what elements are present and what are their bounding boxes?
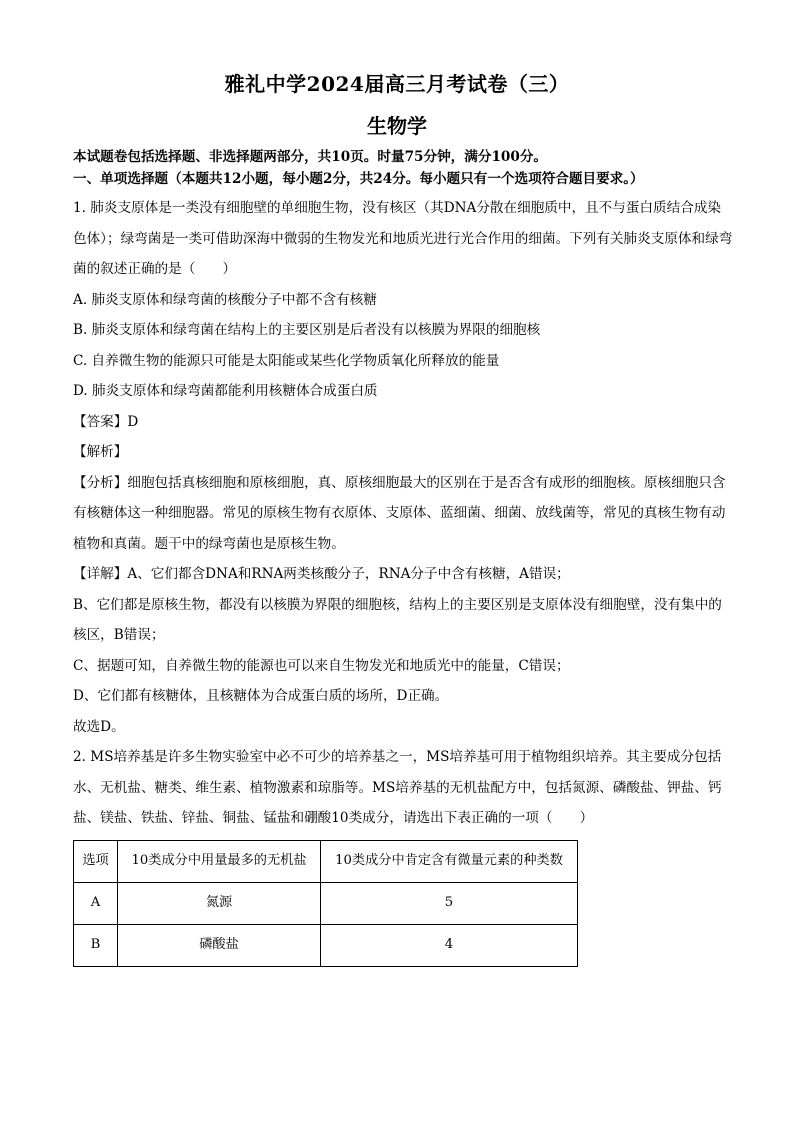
table-header: 10类成分中肯定含有微量元素的种类数 [321,840,578,882]
exam-content [73,146,733,967]
options-table [73,840,578,967]
detail-a: 【详解】A、它们都含DNA和RNA两类核酸分子，RNA分子中含有核糖，A错误； [73,566,570,582]
table-cell: B [74,924,118,966]
conclusion: 故选D。 [73,718,125,735]
detail-c: C、据题可知，自养微生物的能源也可以来自生物发光和地质光中的能量，C错误； [73,657,570,674]
section-heading: 一、单项选择题（本题共12小题，每小题2分，共24分。每小题只有一个选项符合题目要求。） [73,171,644,187]
analysis-label: 【解析】 [73,444,128,460]
exam-title: 雅礼中学2024届高三月考试卷（三） [224,72,570,96]
answer-line: 【答案】D [73,413,139,430]
table-cell: A [74,882,118,924]
table-header-row [74,840,578,882]
table-cell: 氮源 [118,882,321,924]
option-b: B. 肺炎支原体和绿弯菌在结构上的主要区别是后者没有以核膜为界限的细胞核 [73,322,541,338]
detail-d: D、它们都有核糖体，且核糖体为合成蛋白质的场所，D正确。 [73,688,449,704]
question-2 [73,742,733,967]
exam-intro: 本试题卷包括选择题、非选择题两部分，共10页。时量75分钟，满分100分。 [73,149,548,165]
table-cell: 磷酸盐 [118,924,321,966]
option-a: A. 肺炎支原体和绿弯菌的核酸分子中都不含有核糖 [73,291,377,308]
table-row [74,924,578,966]
table-cell: 5 [321,882,578,924]
table-cell: 4 [321,924,578,966]
table-header: 10类成分中用量最多的无机盐 [118,840,321,882]
detail-b: B、它们都是原核生物，都没有以核膜为界限的细胞核，结构上的主要区别是支原体没有细胞壁，没有集中的核区，B错误； [73,596,722,643]
table-row [74,882,578,924]
question-1 [73,193,733,742]
option-c: C. 自养微生物的能源只可能是太阳能或某些化学物质氧化所释放的能量 [73,352,500,369]
analysis-text: 【分析】细胞包括真核细胞和原核细胞，真、原核细胞最大的区别在于是否含有成形的细胞核。原核细胞只含有核糖体这一种细胞器。常见的原核生物有衣原体、支原体、蓝细菌、细菌、放线菌等，常见的真核生物有动植物和真菌。题干中的绿弯菌也是原核生物。 [73,474,726,552]
subject-title: 生物学 [367,114,427,138]
table-header: 选项 [74,840,118,882]
option-d: D. 肺炎支原体和绿弯菌都能利用核糖体合成蛋白质 [73,383,378,399]
question-stem: 1. 肺炎支原体是一类没有细胞壁的单细胞生物，没有核区（其DNA分散在细胞质中，且不与蛋白质结合成染色体）；绿弯菌是一类可借助深海中微弱的生物发光和地质光进行光合作用的细菌。下列有关肺炎支原体和绿弯菌的叙述正确的是（ ） [73,200,733,277]
question-stem: 2. MS培养基是许多生物实验室中必不可少的培养基之一，MS培养基可用于植物组织培养。其主要成分包括水、无机盐、糖类、维生素、植物激素和琼脂等。MS培养基的无机盐配方中，包括氮源、磷酸盐、钾盐、钙盐、镁盐、铁盐、锌盐、铜盐、锰盐和硼酸10类成分，请选出下表正确的一项（ ） [73,749,722,826]
